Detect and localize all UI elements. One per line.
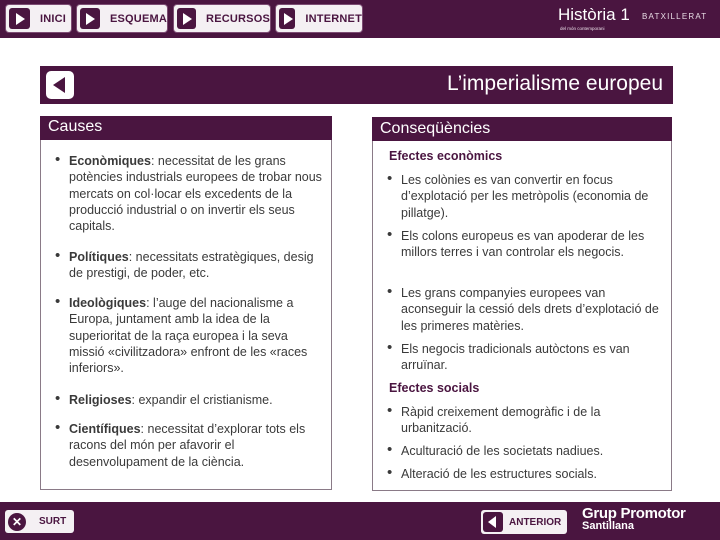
back-button[interactable] xyxy=(46,71,74,99)
list-item xyxy=(55,293,324,376)
previous-button-label: ANTERIOR xyxy=(509,516,562,528)
nav-button-recursos[interactable] xyxy=(173,4,271,33)
play-arrow-icon xyxy=(279,8,295,29)
bullet-icon: • xyxy=(55,247,61,264)
publisher-logo xyxy=(582,505,686,532)
page-title: L’imperialisme europeu xyxy=(447,72,663,95)
back-arrow-icon xyxy=(483,512,503,532)
effect-text: Els colons europeus es van apoderar de les millors terres i van controlar els negocis. xyxy=(401,229,645,260)
bullet-icon: • xyxy=(387,464,393,481)
exit-button[interactable] xyxy=(5,510,74,533)
cause-text: : expandir el cristianisme. xyxy=(131,393,273,407)
cause-term: Científiques xyxy=(69,422,141,436)
effect-text: Les grans companyies europees van aconseguir la cessió dels drets d’explotació de les primeres matèries. xyxy=(401,286,659,333)
list-item xyxy=(387,402,666,437)
brand-tag: BATXILLERAT xyxy=(642,12,708,21)
list-item xyxy=(387,339,666,374)
list-item xyxy=(55,247,324,282)
list-item xyxy=(55,390,324,408)
effect-text: Els negocis tradicionals autòctons es van arruïnar. xyxy=(401,342,630,373)
logo-line-2: Santillana xyxy=(582,520,634,532)
play-arrow-icon xyxy=(9,8,30,29)
close-icon: ✕ xyxy=(8,513,26,531)
consequences-panel xyxy=(372,141,672,491)
cause-term: Religioses xyxy=(69,393,132,407)
logo-line-1: Grup Promotor xyxy=(582,505,686,522)
list-item xyxy=(387,464,666,482)
causes-panel xyxy=(40,140,332,490)
list-item xyxy=(55,151,324,234)
bullet-icon: • xyxy=(55,390,61,407)
bullet-icon: • xyxy=(387,226,393,243)
nav-button-internet[interactable] xyxy=(275,4,363,33)
play-arrow-icon xyxy=(177,8,196,29)
causes-header: Causes xyxy=(40,116,332,140)
bullet-icon: • xyxy=(387,441,393,458)
bullet-icon: • xyxy=(55,293,61,310)
nav-button-inici[interactable] xyxy=(5,4,72,33)
title-bar xyxy=(40,66,673,104)
bullet-icon: • xyxy=(55,151,61,168)
social-effects-heading: Efectes socials xyxy=(389,381,480,395)
cause-text: : necessitat d’explorar tots els racons del món per afavorir el desenvolupament de la ciència. xyxy=(69,422,306,469)
effect-text: Aculturació de les societats nadiues. xyxy=(401,444,604,458)
bullet-icon: • xyxy=(387,402,393,419)
bullet-icon: • xyxy=(387,283,393,300)
bottom-bar xyxy=(0,502,720,540)
consequences-header: Conseqüències xyxy=(372,117,672,141)
bullet-icon: • xyxy=(387,170,393,187)
effect-text: Ràpid creixement demogràfic i de la urbanització. xyxy=(401,405,601,436)
bullet-icon: • xyxy=(387,339,393,356)
economic-effects-heading: Efectes econòmics xyxy=(389,149,503,163)
cause-term: Polítiques xyxy=(69,250,129,264)
list-item xyxy=(55,419,324,470)
back-arrow-icon xyxy=(53,77,65,93)
nav-button-label: INTERNET xyxy=(305,12,362,25)
bullet-icon: • xyxy=(55,419,61,436)
play-arrow-icon xyxy=(80,8,100,29)
brand-subtitle: del món contemporani xyxy=(560,26,605,31)
brand-title: Història 1 xyxy=(558,5,630,24)
nav-button-label: RECURSOS xyxy=(206,12,270,25)
list-item xyxy=(387,283,666,334)
cause-text: : necessitat de les grans potències industrials europees de trobar nous mercats on col·locar els excedents de la producció industrial o on invertir els seus capitals. xyxy=(69,154,322,234)
list-item xyxy=(387,170,666,221)
top-navigation-bar xyxy=(0,0,720,38)
nav-button-label: INICI xyxy=(40,12,67,25)
cause-text: : l’auge del nacionalisme a Europa, juntament amb la idea de la superioritat de la raça europea i la seva missió «civilitzadora» enfront de les «races inferiors». xyxy=(69,296,308,376)
cause-text: : necessitats estratègiques, desig de prestigi, de poder, etc. xyxy=(69,250,314,281)
effect-text: Les colònies es van convertir en focus d’explotació per les metròpolis (economia de pillatge). xyxy=(401,173,649,220)
nav-button-esquema[interactable] xyxy=(76,4,168,33)
cause-term: Ideològiques xyxy=(69,296,147,310)
nav-button-label: ESQUEMA xyxy=(109,12,167,25)
effect-text: Alteració de les estructures socials. xyxy=(401,467,597,481)
exit-button-label: SURT xyxy=(39,516,67,527)
previous-button[interactable] xyxy=(481,510,567,534)
cause-term: Econòmiques xyxy=(69,154,151,168)
list-item xyxy=(387,441,666,459)
list-item xyxy=(387,226,666,261)
